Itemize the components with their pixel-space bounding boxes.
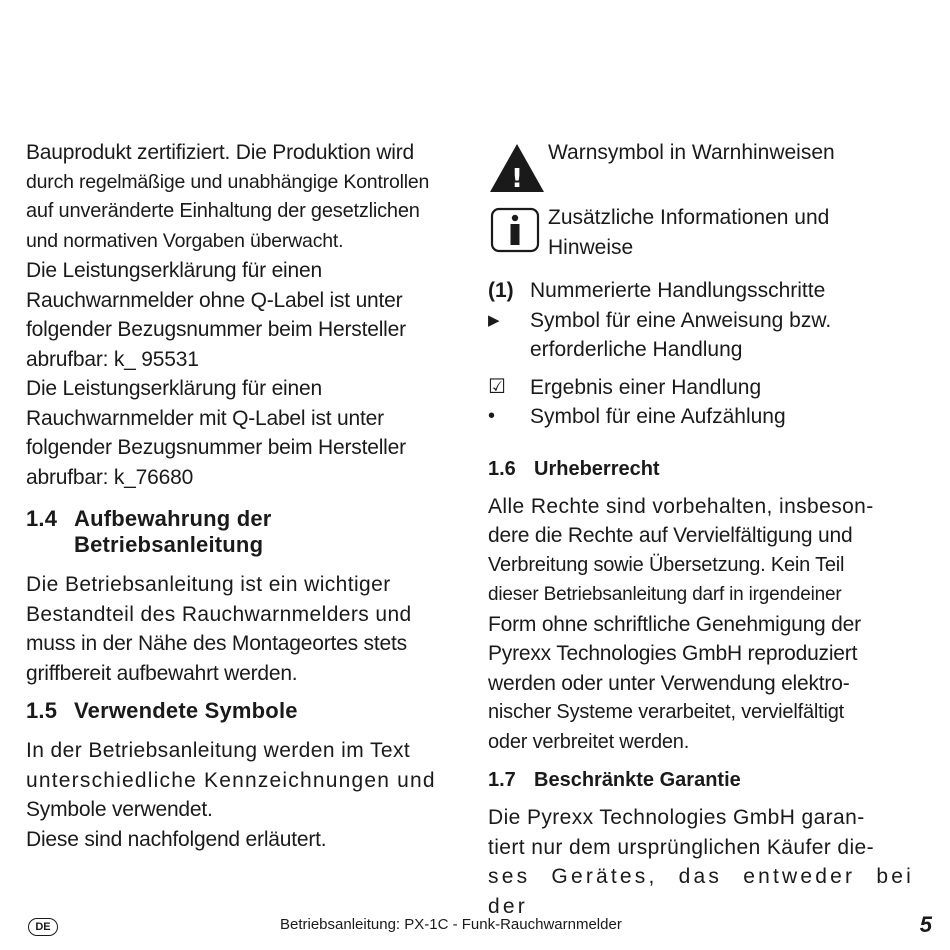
list-item-text: Ergebnis einer Handlung <box>530 375 762 399</box>
text-line: Hinweise <box>548 235 634 259</box>
svg-text:!: ! <box>511 164 523 194</box>
checkbox-checked-icon: ☑ <box>488 375 506 398</box>
intro-paragraph <box>26 138 452 256</box>
page-number: 5 <box>919 912 932 937</box>
text-line: Rauchwarnmelder ohne Q-Label ist unter <box>26 288 403 312</box>
declaration-paragraph-1 <box>26 256 452 374</box>
list-item <box>488 402 914 432</box>
text-line: dere die Rechte auf Vervielfältigung und <box>488 524 853 547</box>
info-symbol-row <box>488 207 914 262</box>
text-line: Die Leistungserklärung für einen <box>26 259 322 282</box>
section-1-5-body <box>26 736 452 854</box>
section-title-line-2: Betriebsanleitung <box>74 532 264 557</box>
section-heading-1-5 <box>26 698 452 724</box>
text-line: abrufbar: k_ 95531 <box>26 347 199 371</box>
section-title-line-1: Aufbewahrung der <box>74 506 272 531</box>
warning-symbol-text: Warnsymbol in Warnhinweisen <box>548 141 835 164</box>
section-number: 1.5 <box>26 698 58 723</box>
list-item-text: Nummerierte Handlungsschritte <box>530 279 826 302</box>
list-item <box>488 373 914 403</box>
section-number: 1.6 <box>488 457 516 480</box>
text-line: Diese sind nachfolgend erläutert. <box>26 827 327 851</box>
text-line: nischer Systeme verarbeitet, vervielfältigt <box>488 701 844 723</box>
text-line: folgender Bezugsnummer beim Hersteller <box>26 436 406 459</box>
section-title: Beschränkte Garantie <box>534 769 741 791</box>
bullet-icon: • <box>488 405 496 427</box>
text-line: Bestandteil des Rauchwarnmelders und <box>26 602 412 626</box>
info-symbol-text <box>548 203 829 262</box>
numbered-step-marker: (1) <box>488 279 514 302</box>
text-line: Die Pyrexx Technologies GmbH garan- <box>488 806 865 829</box>
section-heading-1-7 <box>488 767 914 793</box>
section-number: 1.7 <box>488 769 516 791</box>
text-line: abrufbar: k_76680 <box>26 465 194 489</box>
text-line: Form ohne schriftliche Genehmigung der <box>488 612 861 636</box>
footer-title: Betriebsanleitung: PX-1C - Funk-Rauchwarnmelder <box>280 916 622 933</box>
left-column <box>26 138 452 854</box>
text-line: Alle Rechte sind vorbehalten, insbeson- <box>488 494 874 518</box>
info-icon <box>488 207 548 258</box>
text-line: erforderliche Handlung <box>530 338 743 361</box>
text-line: oder verbreitet werden. <box>488 730 690 753</box>
section-1-7-body <box>488 803 914 921</box>
section-heading-1-4 <box>26 506 452 558</box>
text-line: Bauprodukt zertifiziert. Die Produktion wird <box>26 141 415 164</box>
play-arrow-icon: ▶ <box>488 311 500 329</box>
section-1-4-body <box>26 570 452 688</box>
text-line: ses Gerätes, das entweder bei der <box>488 865 914 918</box>
section-number: 1.4 <box>26 506 58 531</box>
list-item-text <box>530 306 831 365</box>
text-line: Verbreitung sowie Übersetzung. Kein Teil <box>488 553 845 576</box>
text-line: Die Leistungserklärung für einen <box>26 377 322 400</box>
list-item-text: Symbol für eine Aufzählung <box>530 405 786 428</box>
text-line: Rauchwarnmelder mit Q-Label ist unter <box>26 406 384 430</box>
text-line: Symbole verwendet. <box>26 798 213 821</box>
text-line: Symbol für eine Anweisung bzw. <box>530 308 832 332</box>
text-line: folgender Bezugsnummer beim Hersteller <box>26 318 406 341</box>
right-column <box>488 140 914 921</box>
text-line: Die Betriebsanleitung ist ein wichtiger <box>26 573 391 596</box>
text-line: unterschiedliche Kennzeichnungen und <box>26 768 436 792</box>
text-line: muss in der Nähe des Montageortes stets <box>26 632 407 655</box>
section-1-6-body <box>488 492 914 758</box>
text-line: tiert nur dem ursprünglichen Käufer die- <box>488 835 875 859</box>
list-item <box>488 276 914 306</box>
text-line: Pyrexx Technologies GmbH reproduziert <box>488 642 858 665</box>
text-line: durch regelmäßige und unabhängige Kontrollen <box>26 170 430 193</box>
section-heading-1-6 <box>488 456 914 482</box>
text-line: und normativen Vorgaben überwacht. <box>26 229 344 252</box>
page-footer <box>0 912 950 942</box>
text-line: werden oder unter Verwendung elektro- <box>488 671 850 695</box>
text-line: Zusätzliche Informationen und <box>548 206 830 229</box>
declaration-paragraph-2 <box>26 374 452 492</box>
text-line: auf unveränderte Einhaltung der gesetzlichen <box>26 200 420 222</box>
text-line: griffbereit aufbewahrt werden. <box>26 661 298 685</box>
warning-triangle-icon <box>488 140 548 199</box>
language-badge: DE <box>28 918 58 936</box>
text-line: In der Betriebsanleitung werden im Text <box>26 739 411 762</box>
section-title: Urheberrecht <box>534 457 660 480</box>
section-title: Verwendete Symbole <box>74 698 298 723</box>
list-item <box>488 306 914 365</box>
text-line: dieser Betriebsanleitung darf in irgendeiner <box>488 584 842 605</box>
warning-symbol-row <box>488 140 914 199</box>
symbol-list <box>488 276 914 432</box>
